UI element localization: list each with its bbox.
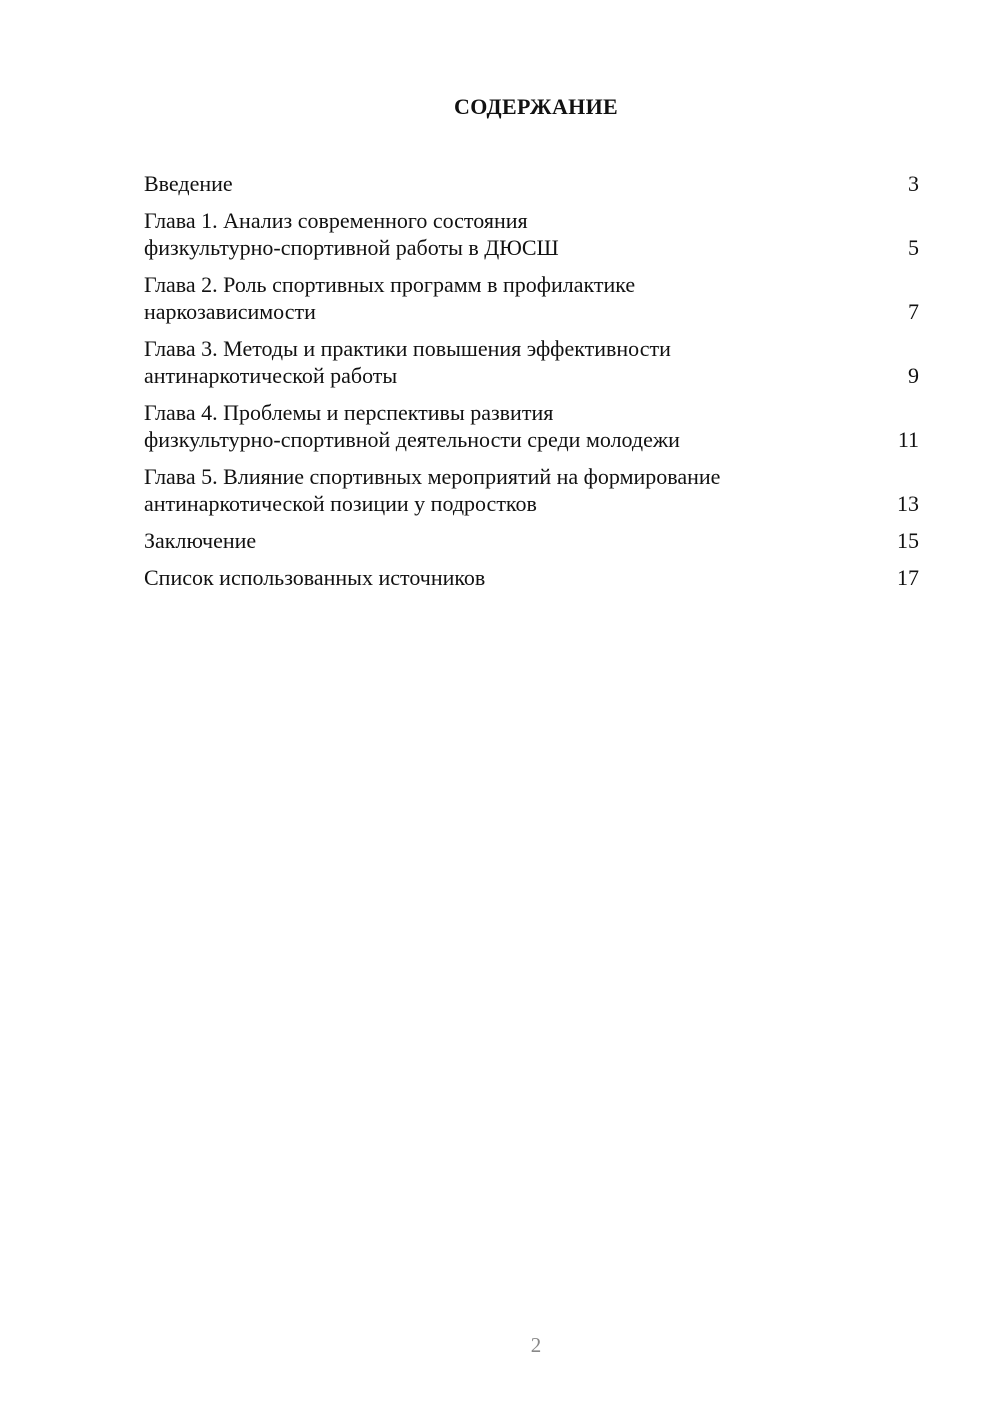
toc-item-title: Глава 4. Проблемы и перспективы развития физкультурно-спортивной деятельности среди молодежи — [144, 400, 680, 452]
toc-item-title: Глава 3. Методы и практики повышения эффективности антинаркотической работы — [144, 336, 671, 388]
page-number: 2 — [530, 1333, 542, 1357]
toc-item-page: 13 — [897, 491, 919, 516]
toc-item-title: Глава 2. Роль спортивных программ в профилактике наркозависимости — [144, 272, 636, 324]
toc-item-references — [144, 564, 919, 591]
toc-item-chapter-4 — [144, 399, 919, 453]
toc-item-title: Список использованных источников — [144, 565, 486, 590]
toc-item-title: Введение — [144, 171, 233, 196]
toc-item-introduction — [144, 170, 919, 197]
toc-item-page: 5 — [908, 235, 919, 260]
toc-item-page: 11 — [897, 427, 919, 452]
toc-item-page: 9 — [908, 363, 919, 388]
toc-item-page: 7 — [908, 299, 919, 324]
toc-item-chapter-1 — [144, 207, 919, 261]
toc-item-title: Заключение — [144, 528, 257, 553]
toc-heading: СОДЕРЖАНИЕ — [454, 94, 618, 119]
toc-item-chapter-5 — [144, 463, 919, 517]
toc-item-chapter-3 — [144, 335, 919, 389]
toc-list — [144, 170, 919, 601]
toc-item-page: 17 — [897, 565, 919, 590]
toc-item-page: 3 — [908, 171, 919, 196]
toc-item-chapter-2 — [144, 271, 919, 325]
toc-item-conclusion — [144, 527, 919, 554]
toc-item-page: 15 — [897, 528, 919, 553]
toc-item-title: Глава 1. Анализ современного состояния физкультурно-спортивной работы в ДЮСШ — [144, 208, 559, 260]
toc-item-title: Глава 5. Влияние спортивных мероприятий на формирование антинаркотической позиции у подростков — [144, 464, 721, 516]
